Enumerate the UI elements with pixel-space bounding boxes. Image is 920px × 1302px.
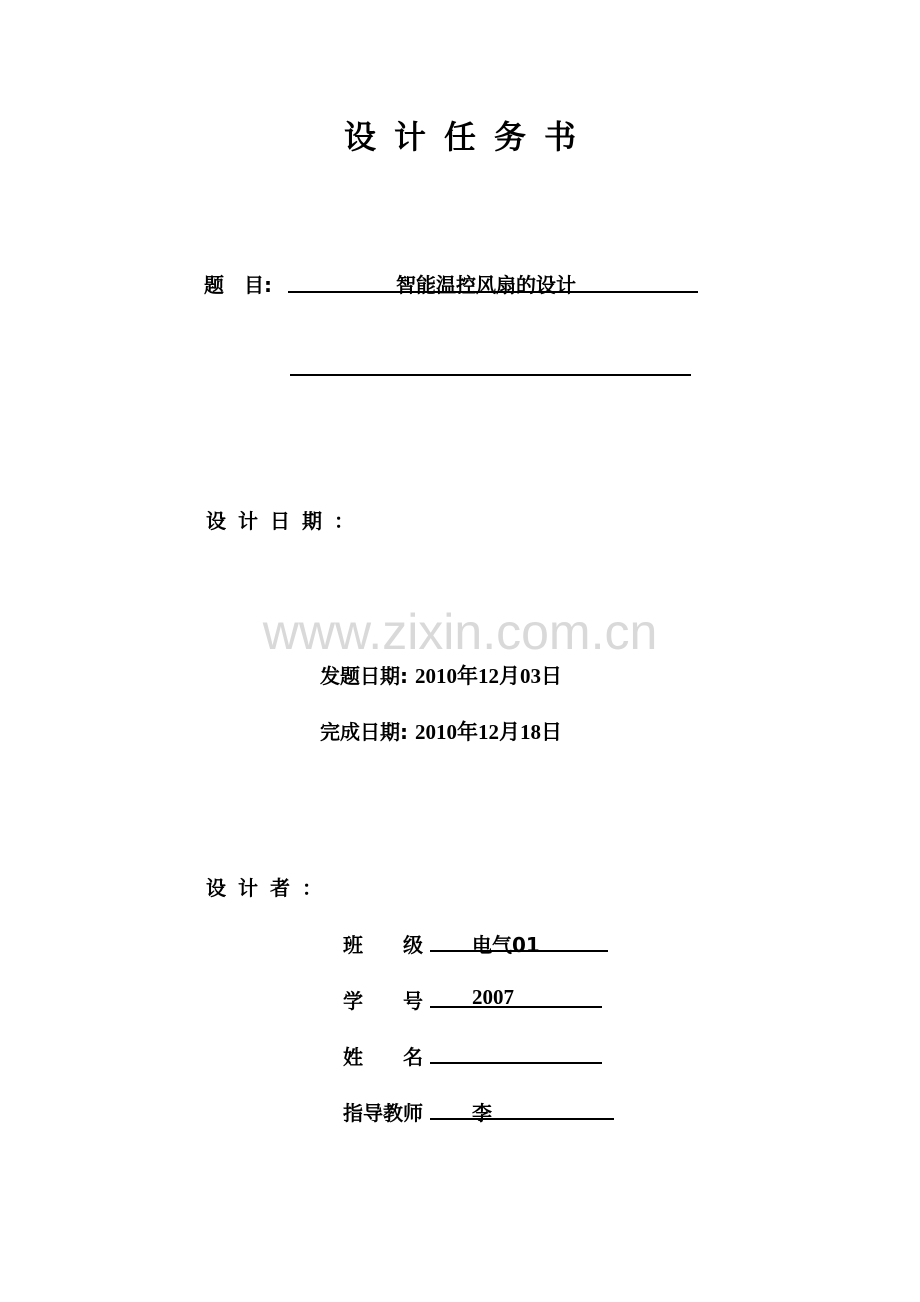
issue-date-row [320, 660, 562, 690]
name-underline [430, 1062, 602, 1064]
page-title: 设计任务书 [343, 118, 594, 156]
issue-date-label: 发题日期: [320, 664, 408, 688]
advisor-label: 指导教师 [343, 1101, 423, 1125]
class-label: 班 级 [343, 933, 423, 957]
name-label: 姓 名 [343, 1045, 423, 1069]
design-date-label: 设计日期： [206, 509, 366, 533]
class-value: 电气01 [472, 933, 540, 957]
subject-underline [288, 291, 698, 293]
advisor-underline [430, 1118, 614, 1120]
subject-underline-second [290, 374, 691, 376]
designer-label: 设计者： [206, 876, 334, 900]
advisor-value: 李 [472, 1101, 492, 1125]
issue-date-value: 2010年12月03日 [414, 664, 562, 688]
subject-value: 智能温控风扇的设计 [396, 273, 576, 297]
class-underline [430, 950, 608, 952]
subject-label: 题 目: [204, 273, 272, 297]
student-id-underline [430, 1006, 602, 1008]
student-id-label: 学 号 [343, 989, 423, 1013]
finish-date-row [320, 716, 562, 746]
student-id-value: 2007 [472, 985, 514, 1009]
watermark: www.zixin.com.cn [262, 604, 658, 660]
finish-date-value: 2010年12月18日 [414, 720, 562, 744]
finish-date-label: 完成日期: [320, 720, 408, 744]
